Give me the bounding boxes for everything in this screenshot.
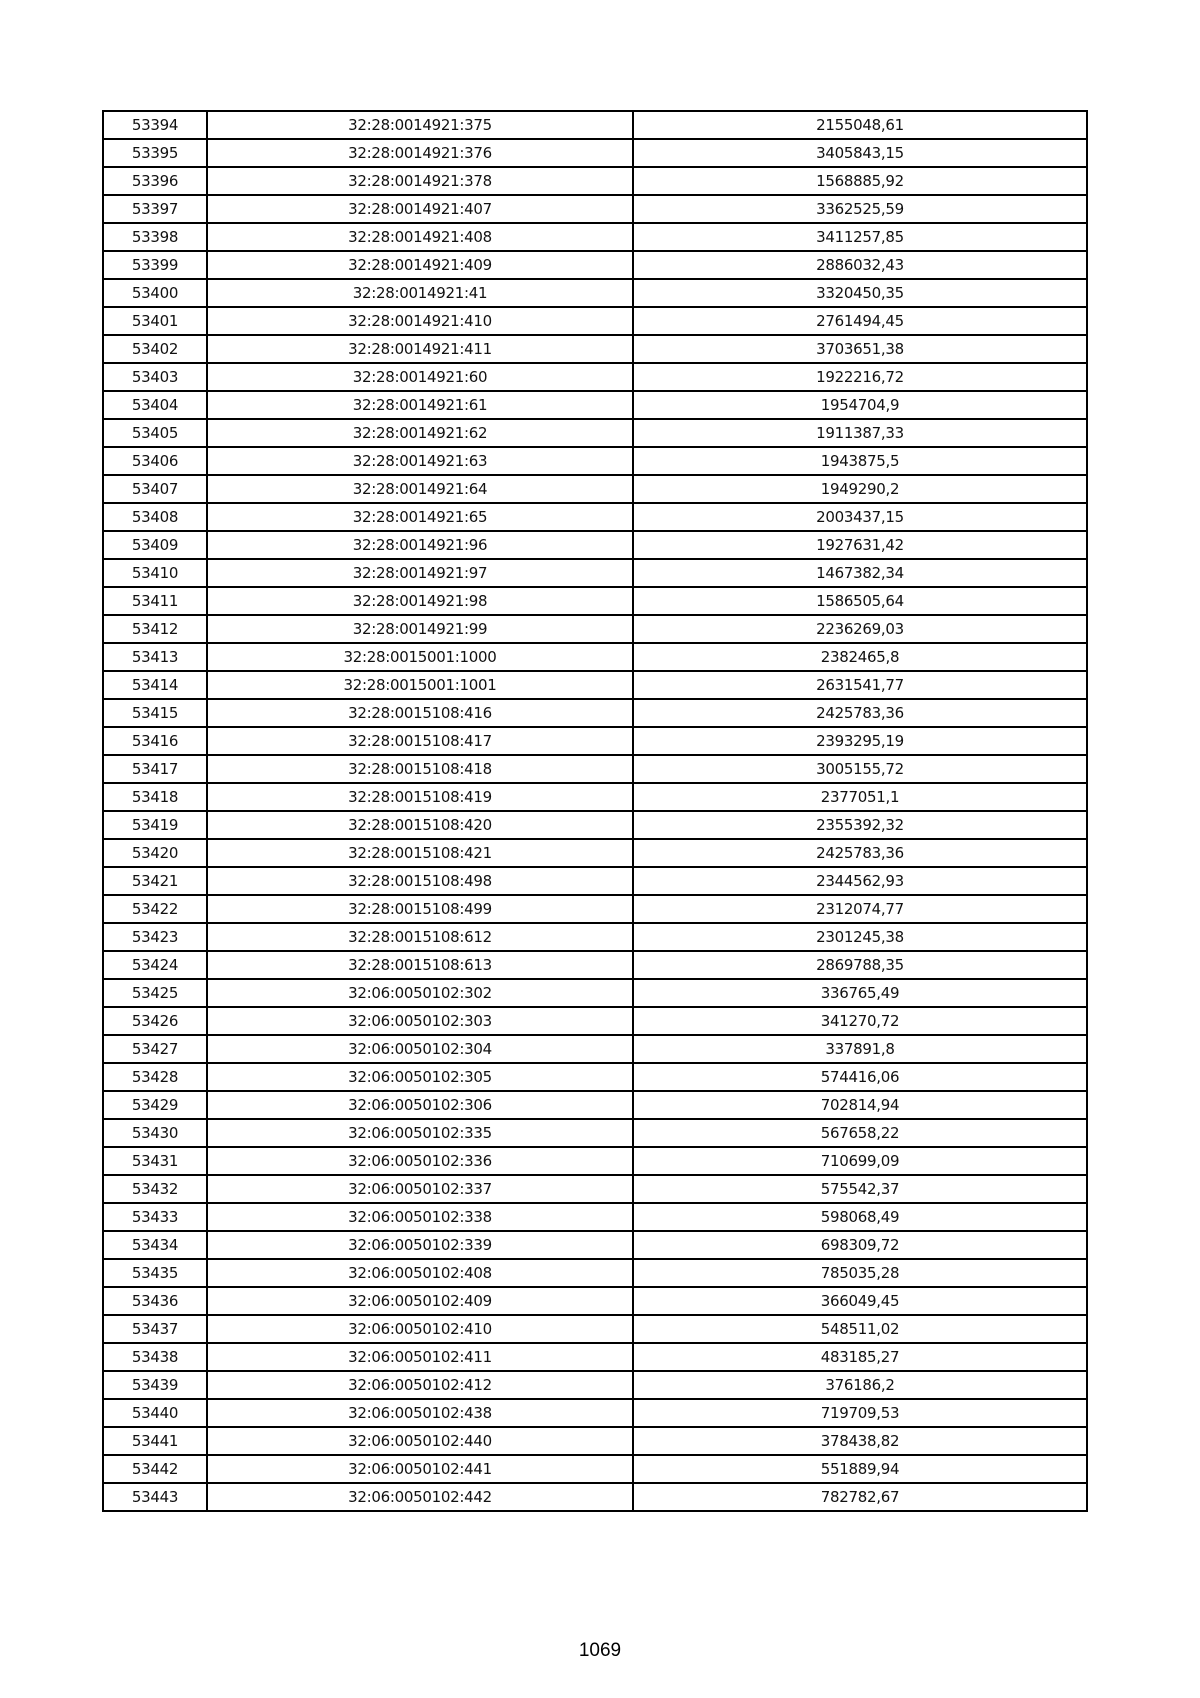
cadastral-number-cell: 32:06:0050102:304: [207, 1035, 633, 1063]
row-number-cell: 53443: [103, 1483, 207, 1511]
row-number-cell: 53397: [103, 195, 207, 223]
cadastral-number-cell: 32:28:0014921:64: [207, 475, 633, 503]
table-row: [103, 867, 1087, 895]
cadastral-value-cell: 2761494,45: [633, 307, 1087, 335]
cadastral-value-cell: 3703651,38: [633, 335, 1087, 363]
cadastral-value-cell: 3320450,35: [633, 279, 1087, 307]
cadastral-number-cell: 32:28:0015108:419: [207, 783, 633, 811]
table-row: [103, 895, 1087, 923]
cadastral-number-cell: 32:28:0014921:63: [207, 447, 633, 475]
row-number-cell: 53423: [103, 923, 207, 951]
row-number-cell: 53434: [103, 1231, 207, 1259]
cadastral-value-cell: 598068,49: [633, 1203, 1087, 1231]
table-row: [103, 643, 1087, 671]
row-number-cell: 53439: [103, 1371, 207, 1399]
cadastral-value-cell: 2425783,36: [633, 699, 1087, 727]
cadastral-number-cell: 32:28:0015108:499: [207, 895, 633, 923]
table-row: [103, 1119, 1087, 1147]
cadastral-value-cell: 1954704,9: [633, 391, 1087, 419]
cadastral-number-cell: 32:28:0014921:96: [207, 531, 633, 559]
cadastral-number-cell: 32:28:0014921:41: [207, 279, 633, 307]
cadastral-number-cell: 32:06:0050102:305: [207, 1063, 633, 1091]
cadastral-value-cell: 551889,94: [633, 1455, 1087, 1483]
row-number-cell: 53435: [103, 1259, 207, 1287]
cadastral-number-cell: 32:28:0014921:65: [207, 503, 633, 531]
cadastral-value-cell: 1943875,5: [633, 447, 1087, 475]
cadastral-number-cell: 32:28:0014921:60: [207, 363, 633, 391]
row-number-cell: 53405: [103, 419, 207, 447]
row-number-cell: 53430: [103, 1119, 207, 1147]
cadastral-number-cell: 32:06:0050102:337: [207, 1175, 633, 1203]
cadastral-number-cell: 32:06:0050102:409: [207, 1287, 633, 1315]
cadastral-value-cell: 378438,82: [633, 1427, 1087, 1455]
table-row: [103, 923, 1087, 951]
table-row: [103, 475, 1087, 503]
row-number-cell: 53432: [103, 1175, 207, 1203]
table-body: [103, 111, 1087, 1511]
cadastral-value-cell: 2355392,32: [633, 811, 1087, 839]
row-number-cell: 53429: [103, 1091, 207, 1119]
cadastral-value-cell: 702814,94: [633, 1091, 1087, 1119]
page-number: 1069: [578, 1640, 622, 1661]
row-number-cell: 53437: [103, 1315, 207, 1343]
cadastral-number-cell: 32:28:0015108:612: [207, 923, 633, 951]
row-number-cell: 53418: [103, 783, 207, 811]
table-row: [103, 1483, 1087, 1511]
cadastral-number-cell: 32:06:0050102:408: [207, 1259, 633, 1287]
cadastral-value-cell: 483185,27: [633, 1343, 1087, 1371]
table-row: [103, 615, 1087, 643]
cadastral-value-cell: 574416,06: [633, 1063, 1087, 1091]
row-number-cell: 53438: [103, 1343, 207, 1371]
row-number-cell: 53399: [103, 251, 207, 279]
cadastral-value-cell: 2301245,38: [633, 923, 1087, 951]
row-number-cell: 53427: [103, 1035, 207, 1063]
cadastral-value-cell: 376186,2: [633, 1371, 1087, 1399]
table-row: [103, 251, 1087, 279]
table-row: [103, 783, 1087, 811]
table-row: [103, 363, 1087, 391]
cadastral-value-cell: 2869788,35: [633, 951, 1087, 979]
table-row: [103, 1455, 1087, 1483]
table-row: [103, 699, 1087, 727]
table-row: [103, 223, 1087, 251]
cadastral-number-cell: 32:28:0014921:62: [207, 419, 633, 447]
row-number-cell: 53419: [103, 811, 207, 839]
row-number-cell: 53415: [103, 699, 207, 727]
cadastral-value-cell: 366049,45: [633, 1287, 1087, 1315]
cadastral-number-cell: 32:28:0015108:418: [207, 755, 633, 783]
row-number-cell: 53400: [103, 279, 207, 307]
cadastral-value-cell: 1949290,2: [633, 475, 1087, 503]
cadastral-number-cell: 32:28:0015108:417: [207, 727, 633, 755]
cadastral-value-cell: 575542,37: [633, 1175, 1087, 1203]
row-number-cell: 53426: [103, 1007, 207, 1035]
table-row: [103, 811, 1087, 839]
table-row: [103, 1147, 1087, 1175]
row-number-cell: 53394: [103, 111, 207, 139]
cadastral-number-cell: 32:06:0050102:306: [207, 1091, 633, 1119]
table-row: [103, 1007, 1087, 1035]
cadastral-value-cell: 341270,72: [633, 1007, 1087, 1035]
row-number-cell: 53425: [103, 979, 207, 1007]
row-number-cell: 53410: [103, 559, 207, 587]
cadastral-number-cell: 32:28:0014921:98: [207, 587, 633, 615]
table-row: [103, 167, 1087, 195]
cadastral-value-cell: 2155048,61: [633, 111, 1087, 139]
cadastral-number-cell: 32:06:0050102:438: [207, 1399, 633, 1427]
row-number-cell: 53420: [103, 839, 207, 867]
table-row: [103, 1231, 1087, 1259]
row-number-cell: 53417: [103, 755, 207, 783]
cadastral-number-cell: 32:06:0050102:440: [207, 1427, 633, 1455]
cadastral-value-cell: 2312074,77: [633, 895, 1087, 923]
table-row: [103, 111, 1087, 139]
cadastral-number-cell: 32:28:0014921:97: [207, 559, 633, 587]
table-row: [103, 503, 1087, 531]
cadastral-value-cell: 548511,02: [633, 1315, 1087, 1343]
row-number-cell: 53440: [103, 1399, 207, 1427]
table-row: [103, 139, 1087, 167]
table-row: [103, 279, 1087, 307]
table-row: [103, 1427, 1087, 1455]
table-row: [103, 727, 1087, 755]
row-number-cell: 53436: [103, 1287, 207, 1315]
cadastral-number-cell: 32:28:0014921:408: [207, 223, 633, 251]
cadastral-value-cell: 1922216,72: [633, 363, 1087, 391]
row-number-cell: 53442: [103, 1455, 207, 1483]
table-row: [103, 1343, 1087, 1371]
row-number-cell: 53409: [103, 531, 207, 559]
cadastral-number-cell: 32:06:0050102:410: [207, 1315, 633, 1343]
row-number-cell: 53407: [103, 475, 207, 503]
table-row: [103, 755, 1087, 783]
cadastral-value-cell: 2344562,93: [633, 867, 1087, 895]
table-row: [103, 1091, 1087, 1119]
row-number-cell: 53402: [103, 335, 207, 363]
cadastral-number-cell: 32:06:0050102:441: [207, 1455, 633, 1483]
row-number-cell: 53431: [103, 1147, 207, 1175]
table-row: [103, 531, 1087, 559]
cadastral-value-cell: 2003437,15: [633, 503, 1087, 531]
table-row: [103, 587, 1087, 615]
cadastral-number-cell: 32:06:0050102:412: [207, 1371, 633, 1399]
cadastral-value-cell: 2886032,43: [633, 251, 1087, 279]
table-row: [103, 1315, 1087, 1343]
row-number-cell: 53396: [103, 167, 207, 195]
cadastral-value-cell: 2425783,36: [633, 839, 1087, 867]
cadastral-value-cell: 719709,53: [633, 1399, 1087, 1427]
row-number-cell: 53395: [103, 139, 207, 167]
table-row: [103, 1371, 1087, 1399]
row-number-cell: 53424: [103, 951, 207, 979]
table-row: [103, 391, 1087, 419]
table-row: [103, 839, 1087, 867]
cadastral-value-cell: 337891,8: [633, 1035, 1087, 1063]
cadastral-number-cell: 32:06:0050102:303: [207, 1007, 633, 1035]
cadastral-value-cell: 1927631,42: [633, 531, 1087, 559]
cadastral-value-cell: 785035,28: [633, 1259, 1087, 1287]
cadastral-number-cell: 32:28:0014921:99: [207, 615, 633, 643]
cadastral-value-cell: 698309,72: [633, 1231, 1087, 1259]
cadastral-value-cell: 710699,09: [633, 1147, 1087, 1175]
cadastral-value-cell: 2236269,03: [633, 615, 1087, 643]
cadastral-value-table: [102, 110, 1088, 1512]
table-row: [103, 951, 1087, 979]
cadastral-number-cell: 32:28:0014921:411: [207, 335, 633, 363]
cadastral-value-cell: 1467382,34: [633, 559, 1087, 587]
cadastral-value-cell: 3362525,59: [633, 195, 1087, 223]
cadastral-number-cell: 32:28:0015001:1001: [207, 671, 633, 699]
cadastral-number-cell: 32:06:0050102:411: [207, 1343, 633, 1371]
cadastral-number-cell: 32:06:0050102:302: [207, 979, 633, 1007]
row-number-cell: 53421: [103, 867, 207, 895]
cadastral-value-cell: 1911387,33: [633, 419, 1087, 447]
cadastral-number-cell: 32:28:0014921:407: [207, 195, 633, 223]
cadastral-number-cell: 32:06:0050102:335: [207, 1119, 633, 1147]
cadastral-number-cell: 32:28:0015108:421: [207, 839, 633, 867]
table-row: [103, 671, 1087, 699]
row-number-cell: 53422: [103, 895, 207, 923]
table-row: [103, 1175, 1087, 1203]
table-row: [103, 1063, 1087, 1091]
table-row: [103, 1399, 1087, 1427]
cadastral-value-cell: 782782,67: [633, 1483, 1087, 1511]
table-row: [103, 559, 1087, 587]
cadastral-value-cell: 2631541,77: [633, 671, 1087, 699]
cadastral-number-cell: 32:28:0015001:1000: [207, 643, 633, 671]
cadastral-number-cell: 32:28:0015108:613: [207, 951, 633, 979]
cadastral-number-cell: 32:28:0014921:61: [207, 391, 633, 419]
cadastral-value-cell: 3411257,85: [633, 223, 1087, 251]
table-row: [103, 979, 1087, 1007]
row-number-cell: 53398: [103, 223, 207, 251]
table-row: [103, 1259, 1087, 1287]
cadastral-number-cell: 32:06:0050102:338: [207, 1203, 633, 1231]
row-number-cell: 53403: [103, 363, 207, 391]
cadastral-value-cell: 2377051,1: [633, 783, 1087, 811]
cadastral-number-cell: 32:28:0014921:375: [207, 111, 633, 139]
cadastral-number-cell: 32:28:0014921:410: [207, 307, 633, 335]
table-row: [103, 307, 1087, 335]
row-number-cell: 53441: [103, 1427, 207, 1455]
cadastral-number-cell: 32:06:0050102:442: [207, 1483, 633, 1511]
row-number-cell: 53411: [103, 587, 207, 615]
cadastral-number-cell: 32:28:0014921:409: [207, 251, 633, 279]
cadastral-number-cell: 32:28:0014921:378: [207, 167, 633, 195]
row-number-cell: 53413: [103, 643, 207, 671]
row-number-cell: 53404: [103, 391, 207, 419]
cadastral-value-cell: 3005155,72: [633, 755, 1087, 783]
table-row: [103, 1035, 1087, 1063]
cadastral-value-cell: 567658,22: [633, 1119, 1087, 1147]
row-number-cell: 53412: [103, 615, 207, 643]
row-number-cell: 53428: [103, 1063, 207, 1091]
row-number-cell: 53408: [103, 503, 207, 531]
cadastral-value-cell: 3405843,15: [633, 139, 1087, 167]
cadastral-number-cell: 32:28:0015108:416: [207, 699, 633, 727]
table-row: [103, 1203, 1087, 1231]
table-row: [103, 335, 1087, 363]
cadastral-value-cell: 2382465,8: [633, 643, 1087, 671]
table-row: [103, 1287, 1087, 1315]
cadastral-value-cell: 1568885,92: [633, 167, 1087, 195]
cadastral-number-cell: 32:28:0015108:420: [207, 811, 633, 839]
row-number-cell: 53416: [103, 727, 207, 755]
row-number-cell: 53414: [103, 671, 207, 699]
cadastral-value-cell: 336765,49: [633, 979, 1087, 1007]
cadastral-value-cell: 1586505,64: [633, 587, 1087, 615]
cadastral-value-cell: 2393295,19: [633, 727, 1087, 755]
cadastral-number-cell: 32:06:0050102:336: [207, 1147, 633, 1175]
table-row: [103, 447, 1087, 475]
row-number-cell: 53401: [103, 307, 207, 335]
table-row: [103, 195, 1087, 223]
cadastral-number-cell: 32:28:0014921:376: [207, 139, 633, 167]
table-row: [103, 419, 1087, 447]
row-number-cell: 53406: [103, 447, 207, 475]
row-number-cell: 53433: [103, 1203, 207, 1231]
cadastral-number-cell: 32:06:0050102:339: [207, 1231, 633, 1259]
cadastral-number-cell: 32:28:0015108:498: [207, 867, 633, 895]
